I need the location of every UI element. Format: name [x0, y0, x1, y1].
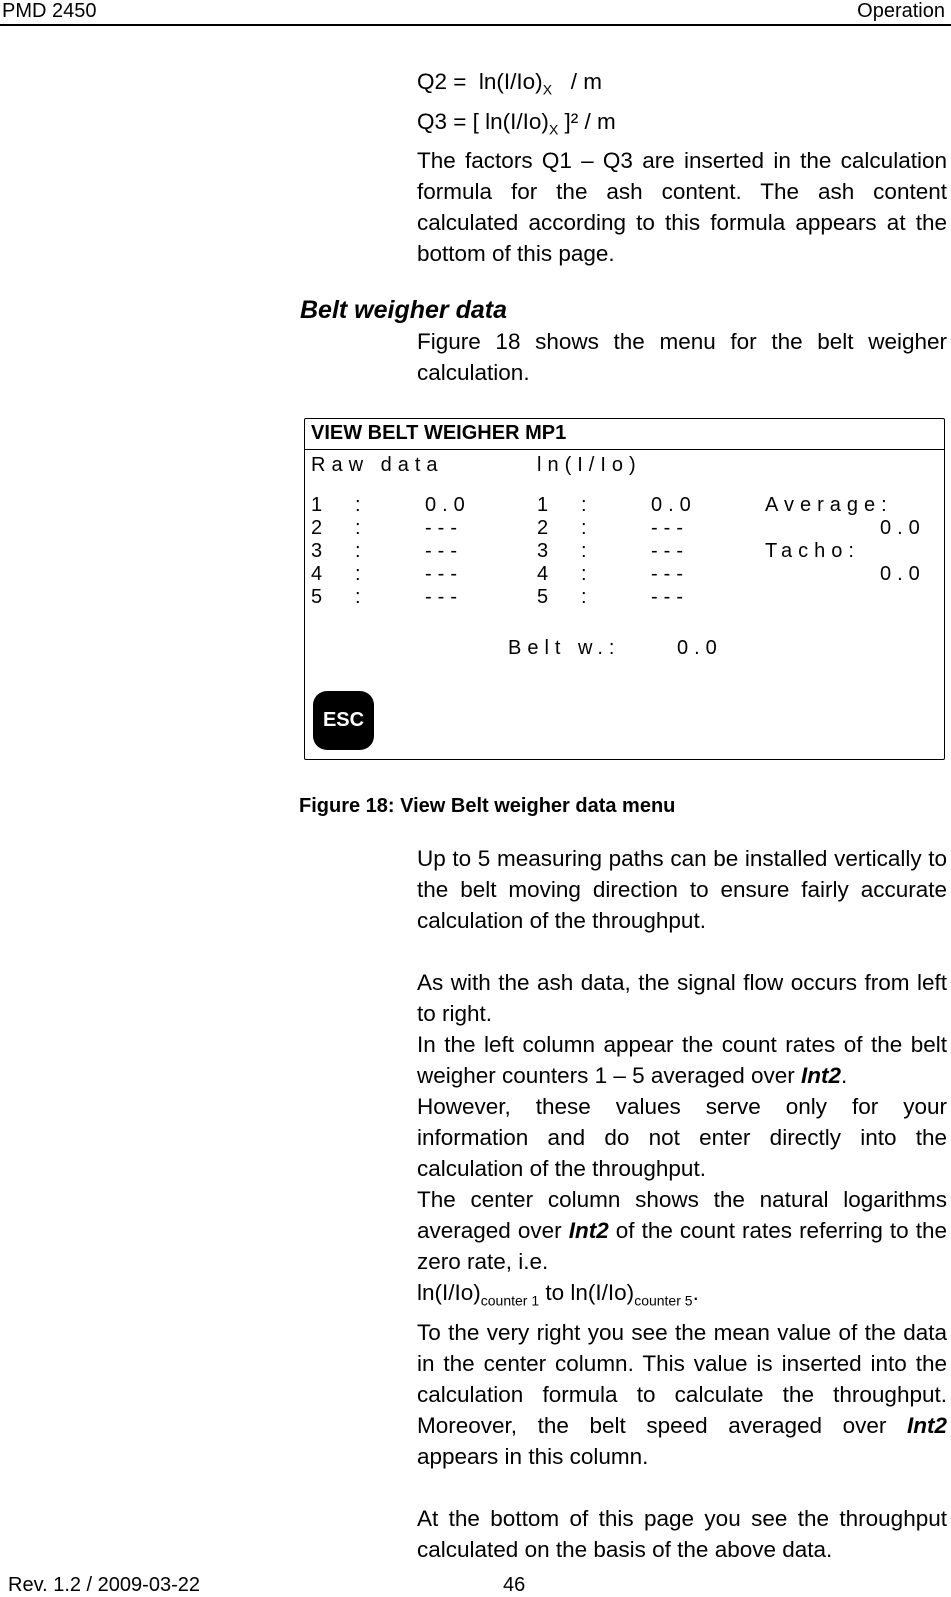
- raw-row-number: 1: [311, 494, 329, 516]
- body-p8: At the bottom of this page you see the throughput calculated on the basis of the above data.: [417, 1505, 947, 1562]
- body-p5: The center column shows the natural logarithms averaged over Int2 of the count rates referring to the zero rate, i.e.: [417, 1187, 947, 1274]
- screen-title: VIEW BELT WEIGHER MP1: [311, 422, 567, 444]
- esc-button[interactable]: ESC: [313, 691, 374, 750]
- ln-value: ---: [651, 563, 689, 585]
- belt-weigher-screen: [304, 418, 945, 760]
- body-p7: To the very right you see the mean value of the data in the center column. This value is inserted into the calculation formula to calculate the throughput. Moreover, the belt speed averaged over Int2 appears in this column.: [417, 1319, 947, 1469]
- ln-row-colon: :: [581, 563, 593, 585]
- raw-value: ---: [425, 586, 463, 608]
- ln-value: ---: [651, 586, 689, 608]
- raw-value: ---: [425, 563, 463, 585]
- ln-row-colon: :: [581, 540, 593, 562]
- ln-value: 0.0: [651, 494, 697, 516]
- raw-row-colon: :: [355, 540, 367, 562]
- ln-row-number: 1: [537, 494, 555, 516]
- raw-row-number: 3: [311, 540, 329, 562]
- formula-explanation: The factors Q1 – Q3 are inserted in the calculation formula for the ash content. The ash content calculated according to this formula appears at the bottom of this page.: [417, 148, 947, 266]
- ln-value: ---: [651, 517, 689, 539]
- raw-data-header: Raw data: [311, 454, 444, 476]
- header-rule: [0, 24, 951, 26]
- footer-revision: Rev. 1.2 / 2009-03-22: [8, 1574, 200, 1596]
- raw-row-number: 4: [311, 563, 329, 585]
- body-p1: Up to 5 measuring paths can be installed vertically to the belt moving direction to ensure fairly accurate calculation of the throughput.: [417, 846, 947, 933]
- average-label: Average:: [765, 494, 893, 516]
- ln-row-colon: :: [581, 586, 593, 608]
- tacho-value: 0.0: [880, 563, 926, 585]
- ln-header: ln(I/Io): [537, 454, 642, 476]
- raw-value: ---: [425, 517, 463, 539]
- raw-value: 0.0: [425, 494, 471, 516]
- body-p2: As with the ash data, the signal flow occurs from left to right.: [417, 970, 947, 1026]
- formula-q2: $Q2 = \ln(I/Io)_X / m$: [417, 69, 603, 98]
- raw-row-colon: :: [355, 517, 367, 539]
- raw-row-colon: :: [355, 563, 367, 585]
- section-title: Belt weigher data: [300, 296, 507, 324]
- body-p4: However, these values serve only for your information and do not enter directly into the calculation of the throughput.: [417, 1094, 947, 1181]
- body-text: [417, 843, 947, 1565]
- header-right: Operation: [857, 0, 945, 22]
- raw-row-colon: :: [355, 586, 367, 608]
- header-left: PMD 2450: [2, 0, 97, 22]
- ln-row-number: 3: [537, 540, 555, 562]
- raw-value: ---: [425, 540, 463, 562]
- formula-q3: Q3 = [ $\ln(I/Io)_X$ ]² / m: [417, 108, 616, 137]
- belt-w-value: 0.0: [677, 637, 723, 659]
- ln-row-number: 5: [537, 586, 555, 608]
- raw-row-number: 5: [311, 586, 329, 608]
- screen-title-rule: [305, 449, 944, 450]
- body-p3: In the left column appear the count rates of the belt weigher counters 1 – 5 averaged over Int2.: [417, 1032, 947, 1088]
- section-intro: Figure 18 shows the menu for the belt weigher calculation.: [417, 329, 947, 385]
- body-p6: $\ln(I/Io)_{counter 1}$ to $\ln(I/Io)_{counter 5}$.: [417, 1280, 699, 1309]
- ln-row-number: 4: [537, 563, 555, 585]
- formula-block: [417, 66, 947, 269]
- raw-row-colon: :: [355, 494, 367, 516]
- ln-row-colon: :: [581, 517, 593, 539]
- figure-caption: Figure 18: View Belt weigher data menu: [299, 795, 676, 817]
- tacho-label: Tacho:: [765, 540, 860, 562]
- ln-row-colon: :: [581, 494, 593, 516]
- belt-w-label: Belt w.:: [508, 637, 621, 659]
- raw-row-number: 2: [311, 517, 329, 539]
- footer-page-number: 46: [503, 1574, 526, 1596]
- average-value: 0.0: [880, 517, 926, 539]
- ln-row-number: 2: [537, 517, 555, 539]
- ln-value: ---: [651, 540, 689, 562]
